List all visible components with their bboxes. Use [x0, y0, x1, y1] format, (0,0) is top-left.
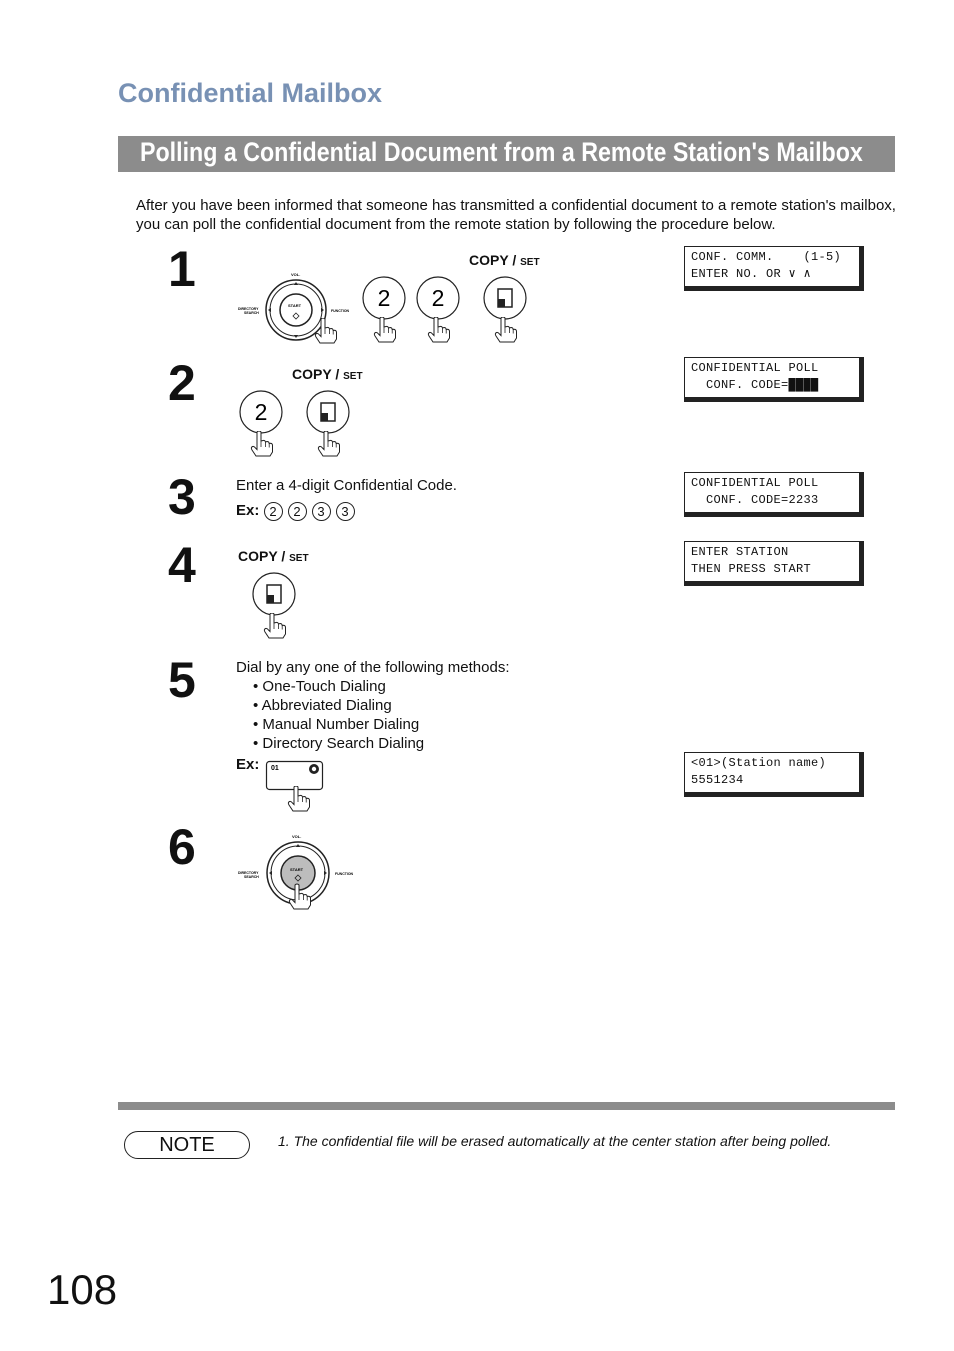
- list-item: • Directory Search Dialing: [253, 735, 425, 752]
- search-label: SEARCH: [244, 311, 259, 315]
- start-label: START: [290, 867, 304, 872]
- key-2-button[interactable]: [360, 275, 410, 345]
- one-touch-key-label: 01: [271, 765, 279, 772]
- lcd-display-step-1: CONF. COMM. (1-5) ENTER NO. OR ∨ ∧: [684, 246, 864, 291]
- step-3-instruction: Enter a 4-digit Confidential Code.: [236, 477, 457, 494]
- function-label: FUNCTION: [331, 309, 350, 313]
- step-number-1: 1: [168, 241, 196, 297]
- lcd-display-step-2: CONFIDENTIAL POLL CONF. CODE=████: [684, 357, 864, 402]
- lcd-display-step-5: <01>(Station name) 5551234: [684, 752, 864, 797]
- one-touch-key-button[interactable]: [265, 760, 327, 816]
- list-item: • Abbreviated Dialing: [253, 697, 392, 714]
- digit-badge: 3: [336, 502, 355, 521]
- copy-set-label: COPY / SET: [469, 252, 540, 268]
- lcd-display-step-3: CONFIDENTIAL POLL CONF. CODE=2233: [684, 472, 864, 517]
- section-title: Confidential Mailbox: [118, 78, 383, 108]
- vol-label: VOL.: [291, 272, 301, 277]
- start-label: START: [288, 303, 302, 308]
- key-2-label: 2: [431, 285, 445, 311]
- digit-badge: 3: [312, 502, 331, 521]
- start-button-dial-icon[interactable]: [236, 831, 360, 913]
- banner-title: Polling a Confidential Document from a Remote Station's Mailbox: [140, 137, 863, 167]
- function-label: FUNCTION: [335, 872, 354, 876]
- lcd-display-step-4: ENTER STATION THEN PRESS START: [684, 541, 864, 586]
- copy-set-label: COPY / SET: [292, 366, 363, 382]
- step-5-instruction: Dial by any one of the following methods:: [236, 659, 510, 676]
- intro-paragraph: After you have been informed that someone has transmitted a confidential document to a remote station's mailbox, you can poll the confidential document from the remote station by following the procedure below.: [136, 197, 896, 233]
- step-5-example-label: Ex:: [236, 756, 260, 773]
- page-number: 108: [47, 1266, 118, 1313]
- title-banner: [118, 136, 895, 172]
- vol-label: VOL.: [292, 834, 302, 839]
- step-number-4: 4: [168, 537, 196, 593]
- copy-set-button[interactable]: [304, 389, 354, 459]
- method-list: [253, 677, 424, 753]
- list-item: • Manual Number Dialing: [253, 716, 420, 733]
- key-2-button[interactable]: [414, 275, 464, 345]
- step-number-6: 6: [168, 819, 196, 875]
- note-text: 1. The confidential file will be erased automatically at the center station after being polled.: [278, 1133, 832, 1149]
- key-2-label: 2: [377, 285, 391, 311]
- step-number-3: 3: [168, 469, 196, 525]
- step-3-example: Ex: 2 2 3 3: [236, 501, 360, 521]
- digit-badge: 2: [288, 502, 307, 521]
- step-number-2: 2: [168, 355, 196, 411]
- copy-set-button[interactable]: [250, 571, 300, 641]
- navigator-dial-icon: [236, 268, 356, 348]
- section-divider: [118, 1102, 895, 1110]
- directory-label: DIRECTORY: [238, 307, 259, 311]
- key-2-label: 2: [254, 399, 268, 425]
- key-2-button[interactable]: [237, 389, 287, 459]
- digit-badge: 2: [264, 502, 283, 521]
- note-badge: NOTE: [124, 1131, 250, 1159]
- copy-set-label: COPY / SET: [238, 548, 309, 564]
- step-number-5: 5: [168, 652, 196, 708]
- list-item: • One-Touch Dialing: [253, 678, 386, 695]
- copy-set-button[interactable]: [481, 275, 531, 345]
- directory-label: DIRECTORY: [238, 871, 259, 875]
- search-label: SEARCH: [244, 875, 259, 879]
